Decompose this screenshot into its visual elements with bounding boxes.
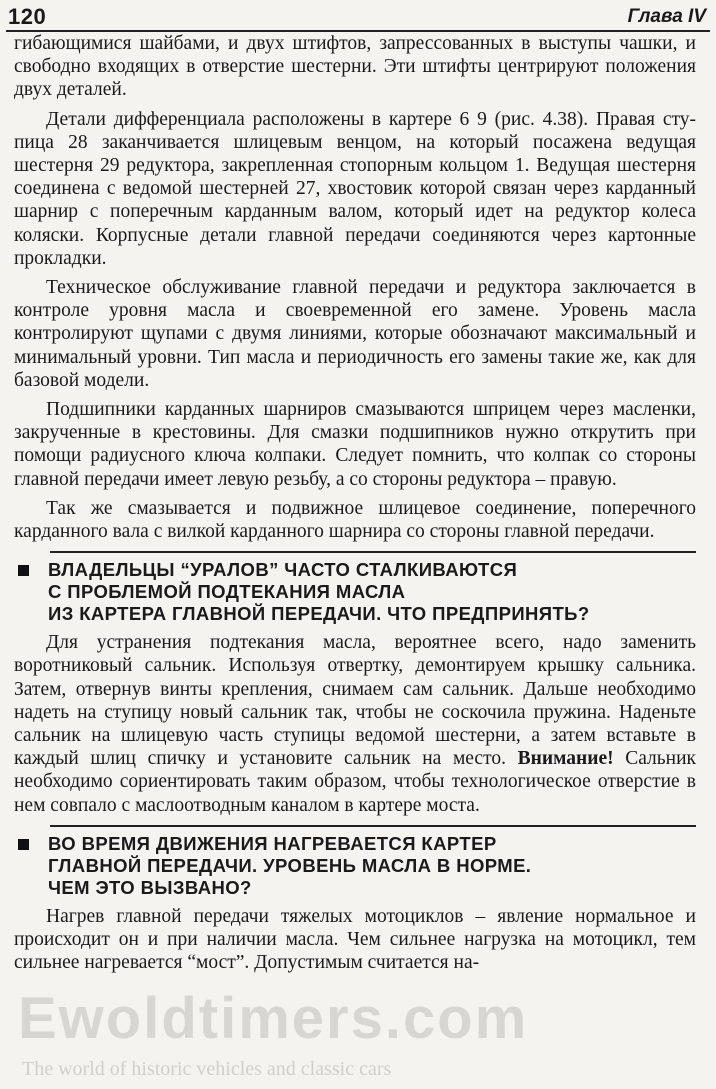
- main-text: [14, 32, 696, 981]
- faq-section-overheating: [14, 825, 696, 899]
- paragraph: Детали дифференциала расположены в картере 6 9 (рис. 4.38). Правая сту-пица 28 заканчивается шлицевым венцом, на который посажена ведущая шестерня 29 редуктора, закрепленная стопорным кольцом 1. Ведущая шестерня соединена с ведомой шестерней 27, хвостовик которой связан через карданный шарнир с поперечным карданным валом, который идет на редуктор колеса коляски. Корпусные детали главной передачи соединяются через картонные прокладки.: [14, 108, 696, 269]
- text-run: Сальник необходимо сориентировать таким образом, чтобы технологическое отверстие в нем совпало с маслоотводным каналом в картере моста.: [14, 748, 697, 816]
- section-divider: [50, 551, 696, 553]
- paragraph: Так же смазывается и подвижное шлицевое соединение, поперечного карданного вала с вилкой карданного шарнира со стороны главной передачи.: [14, 497, 696, 543]
- paragraph: Нагрев главной передачи тяжелых мотоциклов – явление нормальное и происходит он и при наличии масла. Чем сильнее нагрузка на мотоцикл, тем сильнее нагревается “мост”. Допустимым считается на-: [14, 905, 696, 974]
- text-run: Для устранения подтекания масла, вероятнее всего, надо заменить воротниковый сальник. Используя отвертку, демонтируем крышку сальника. Затем, отвернув винты крепления, снимаем сам сальник. Дальше необходимо надеть на ступицу новый сальник так, чтобы не соскочила пружина. Наденьте сальник на шлицевую часть ступицы ведомой шестерни, а затем вставьте в каждый шлиц спичку и установите сальник на место.: [14, 632, 696, 770]
- chapter-title: Глава IV: [627, 6, 706, 27]
- paragraph: Подшипники карданных шарниров смазываются шприцем через масленки, закрученные в крестовины. Для смазки подшипников нужно открутить при помощи радиусного ключа колпаки. Следует помнить, что колпак со стороны главной передачи имеет левую резьбу, а со стороны редуктора – правую.: [14, 399, 696, 490]
- page-number: 120: [8, 4, 47, 29]
- section-heading: [48, 559, 696, 625]
- watermark-subtitle: The world of historic vehicles and classic cars: [22, 1058, 392, 1080]
- heading-line: ИЗ КАРТЕРА ГЛАВНОЙ ПЕРЕДАЧИ. ЧТО ПРЕДПРИНЯТЬ?: [48, 603, 590, 625]
- watermark: Ewoldtimers.com: [18, 986, 529, 1051]
- paragraph: гибающимися шайбами, и двух штифтов, запрессованных в выступы чашки, и свободно входящих в отверстие шестерни. Эти штифты центрируют положения двух деталей.: [14, 33, 696, 101]
- section-divider: [50, 825, 696, 827]
- paragraph: [14, 631, 696, 817]
- heading-line: С ПРОБЛЕМОЙ ПОДТЕКАНИЯ МАСЛА: [48, 581, 406, 603]
- page-header: [6, 4, 710, 32]
- square-bullet-icon: [18, 565, 29, 576]
- heading-line: ВЛАДЕЛЬЦЫ “УРАЛОВ” ЧАСТО СТАЛКИВАЮТСЯ: [48, 559, 518, 581]
- square-bullet-icon: [18, 839, 29, 850]
- heading-line: ГЛАВНОЙ ПЕРЕДАЧИ. УРОВЕНЬ МАСЛА В НОРМЕ.: [48, 854, 532, 876]
- paragraph: Техническое обслуживание главной передачи и редуктора заключается в контроле уровня масла и своевременной его замене. Уровень масла контролируют щупами с двумя линиями, которые обозначают максимальный и минимальный уровни. Тип масла и периодичность его замены такие же, как для базовой модели.: [14, 277, 696, 391]
- heading-line: ВО ВРЕМЯ ДВИЖЕНИЯ НАГРЕВАЕТСЯ КАРТЕР: [48, 832, 497, 854]
- heading-line: ЧЕМ ЭТО ВЫЗВАНО?: [48, 876, 252, 898]
- faq-section-oil-leak: [14, 551, 696, 625]
- section-heading: [48, 833, 696, 899]
- warning-label: Внимание!: [517, 748, 614, 770]
